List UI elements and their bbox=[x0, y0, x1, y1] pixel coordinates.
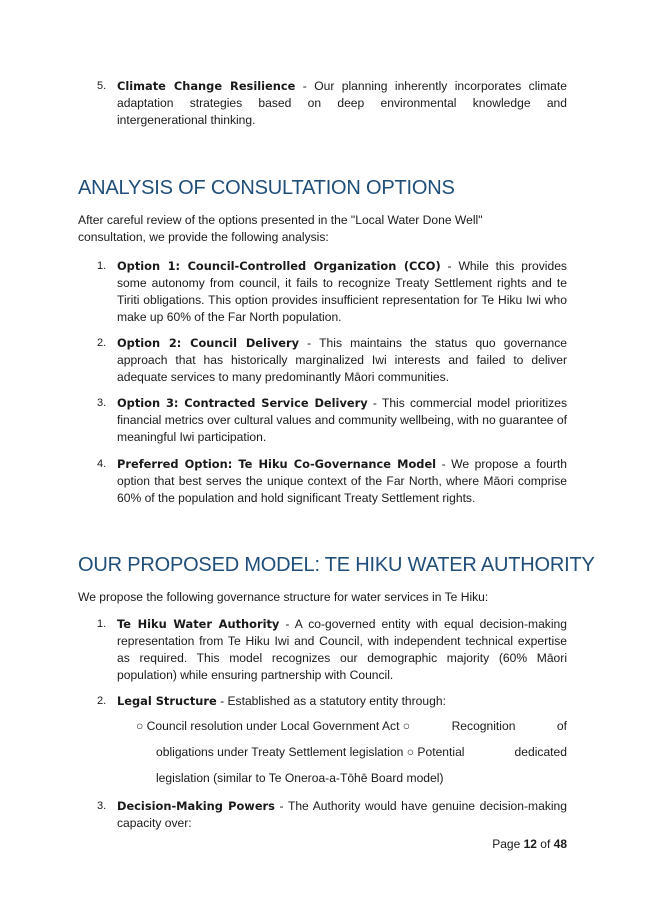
list-number: 5. bbox=[97, 80, 107, 92]
list-item bbox=[97, 395, 567, 446]
item-title: Decision-Making Powers bbox=[117, 799, 275, 813]
list-number: 3. bbox=[97, 800, 107, 812]
item-title: Legal Structure bbox=[117, 694, 217, 708]
list-number: 4. bbox=[97, 458, 107, 470]
item-text: - This commercial model prioritizes financial metrics over cultural values and community wellbeing, with no guarantee of meaningful Iwi participation. bbox=[117, 396, 567, 444]
list-item bbox=[97, 78, 567, 129]
list-item bbox=[97, 258, 567, 326]
item-text: - While this provides some autonomy from council, it fails to recognize Treaty Settlement rights and te Tiriti obligations. This option provides insufficient representation for Te Hiku Iwi who make up 60% of the Far North population. bbox=[117, 259, 567, 324]
item-text: - This maintains the status quo governance approach that has historically marginalized Iwi interests and failed to deliver adequate services to many predominantly Māori communities. bbox=[117, 336, 567, 384]
sub-list-line bbox=[136, 719, 567, 733]
sub-line-text: of bbox=[556, 719, 567, 733]
item-text: - The Authority would have genuine decision-making capacity over: bbox=[117, 799, 568, 830]
page-of: of bbox=[536, 837, 554, 851]
page-number bbox=[492, 837, 567, 851]
sub-line-text: dedicated bbox=[514, 745, 567, 759]
sub-line-text: legislation (similar to Te Oneroa-a-Tōhē Board model) bbox=[156, 771, 444, 785]
list-item bbox=[97, 693, 567, 710]
item-title: Climate Change Resilience bbox=[117, 79, 296, 93]
item-text: - Our planning inherently incorporates climate adaptation strategies based on deep environmental knowledge and intergenerational thinking. bbox=[117, 79, 567, 127]
item-title: Te Hiku Water Authority bbox=[117, 617, 280, 631]
item-title: Option 3: Contracted Service Delivery bbox=[117, 396, 368, 410]
item-text: - We propose a fourth option that best serves the unique context of the Far North, where Māori comprise 60% of the population and hold significant Treaty Settlement rights. bbox=[117, 457, 568, 505]
total-pages: 48 bbox=[553, 837, 567, 851]
page-prefix: Page bbox=[492, 837, 524, 851]
list-number: 2. bbox=[97, 695, 107, 707]
item-title: Option 2: Council Delivery bbox=[117, 336, 300, 350]
sub-line-text: obligations under Treaty Settlement legislation ○ Potential bbox=[156, 745, 465, 759]
sub-line-text: Recognition bbox=[451, 719, 516, 733]
section-heading: OUR PROPOSED MODEL: TE HIKU WATER AUTHORITY bbox=[78, 554, 595, 576]
item-text: - Established as a statutory entity through: bbox=[216, 694, 446, 708]
list-number: 3. bbox=[97, 397, 107, 409]
item-text: - A co-governed entity with equal decision-making representation from Te Hiku Iwi and Council, with independent technical expertise as required. This model recognizes our demographic majority (60% Māori population) while ensuring partnership with Council. bbox=[117, 617, 567, 682]
current-page: 12 bbox=[523, 837, 537, 851]
sub-line-text: ○ Council resolution under Local Government Act ○ bbox=[136, 719, 411, 733]
section-intro: After careful review of the options presented in the "Local Water Done Well" consultation, we provide the following analysis: bbox=[78, 213, 483, 244]
sub-list-line bbox=[156, 745, 567, 759]
list-number: 1. bbox=[97, 618, 107, 630]
list-item bbox=[97, 798, 567, 832]
list-item bbox=[97, 335, 567, 386]
item-title: Option 1: Council-Controlled Organization (CCO) bbox=[117, 259, 441, 273]
list-item bbox=[97, 456, 567, 507]
sub-list-line bbox=[156, 771, 567, 785]
list-number: 2. bbox=[97, 337, 107, 349]
list-number: 1. bbox=[97, 260, 107, 272]
list-item bbox=[97, 616, 567, 684]
item-title: Preferred Option: Te Hiku Co-Governance Model bbox=[117, 457, 437, 471]
section-heading: ANALYSIS OF CONSULTATION OPTIONS bbox=[78, 177, 455, 199]
section-intro: We propose the following governance structure for water services in Te Hiku: bbox=[78, 590, 489, 604]
